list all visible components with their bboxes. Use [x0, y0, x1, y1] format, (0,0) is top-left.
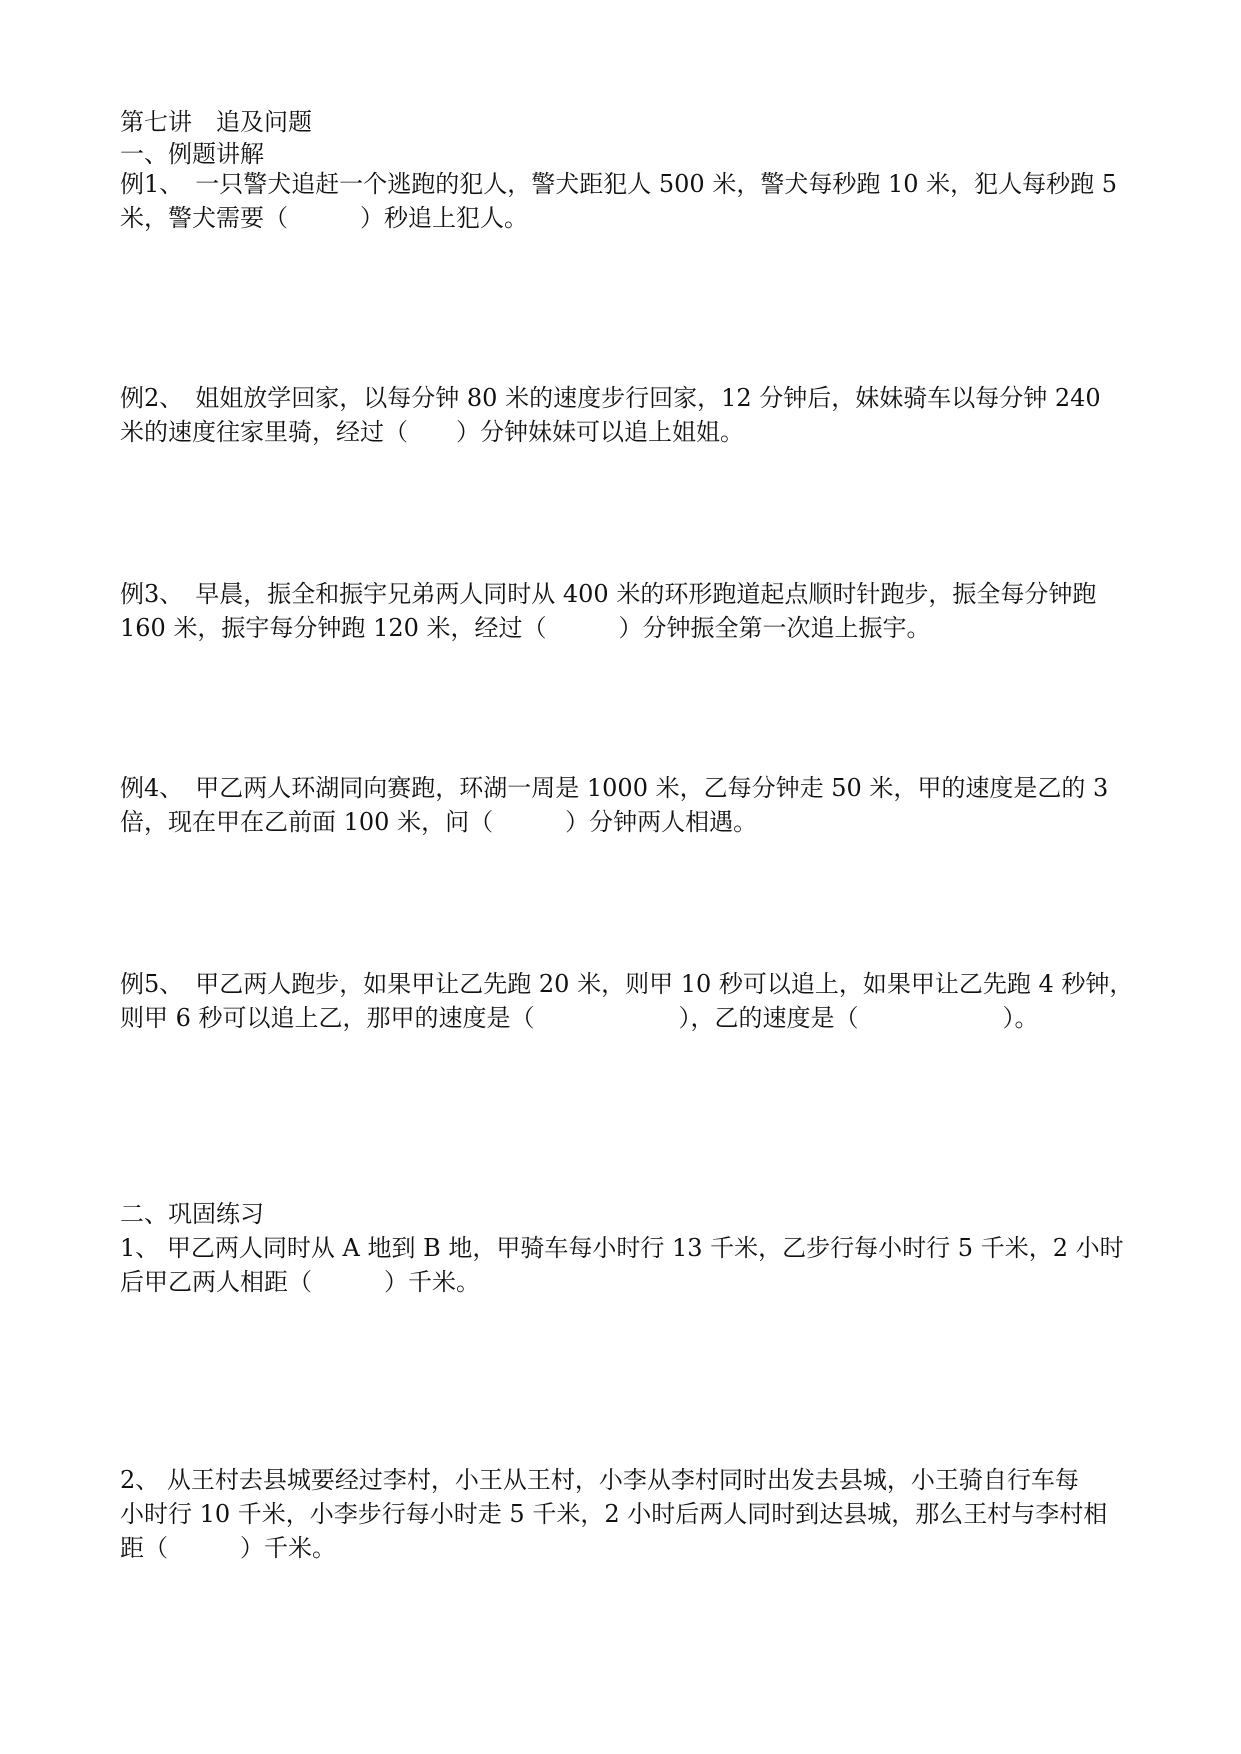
lecture-title: 第七讲 追及问题 — [120, 108, 312, 136]
example-2-line-2: 米的速度往家里骑，经过（ ）分钟妹妹可以追上姐姐。 — [120, 418, 744, 446]
example-4-line-1: 例4、 甲乙两人环湖同向赛跑，环湖一周是 1000 米，乙每分钟走 50 米，甲的速度是乙的 3 — [120, 774, 1109, 802]
example-5-line-1: 例5、 甲乙两人跑步，如果甲让乙先跑 20 米，则甲 10 秒可以追上，如果甲让乙先跑 4 秒钟， — [120, 970, 1134, 998]
example-1-line-1: 例1、 一只警犬追赶一个逃跑的犯人，警犬距犯人 500 米，警犬每秒跑 10 米，犯人每秒跑 5 — [120, 170, 1118, 198]
practice-1-line-1: 1、 甲乙两人同时从 A 地到 B 地，甲骑车每小时行 13 千米，乙步行每小时行 5 千米，2 小时 — [120, 1234, 1124, 1262]
practice-2-line-2: 小时行 10 千米，小李步行每小时走 5 千米，2 小时后两人同时到达县城，那么王村与李村相 — [120, 1500, 1108, 1528]
section-heading-examples: 一、例题讲解 — [120, 140, 264, 168]
example-4-line-2: 倍，现在甲在乙前面 100 米，问（ ）分钟两人相遇。 — [120, 808, 758, 836]
example-3-line-1: 例3、 早晨，振全和振宇兄弟两人同时从 400 米的环形跑道起点顺时针跑步，振全每分钟跑 — [120, 580, 1097, 608]
example-3-line-2: 160 米，振宇每分钟跑 120 米，经过（ ）分钟振全第一次追上振宇。 — [120, 614, 931, 642]
practice-2-line-3: 距（ ）千米。 — [120, 1534, 336, 1562]
section-heading-practice: 二、巩固练习 — [120, 1200, 264, 1228]
example-1-line-2: 米，警犬需要（ ）秒追上犯人。 — [120, 204, 528, 232]
practice-2-line-1: 2、 从王村去县城要经过李村，小王从王村，小李从李村同时出发去县城，小王骑自行车每 — [120, 1466, 1079, 1494]
practice-1-line-2: 后甲乙两人相距（ ）千米。 — [120, 1268, 480, 1296]
example-2-line-1: 例2、 姐姐放学回家，以每分钟 80 米的速度步行回家，12 分钟后，妹妹骑车以每分钟 240 — [120, 384, 1101, 412]
example-5-line-2: 则甲 6 秒可以追上乙，那甲的速度是（ ），乙的速度是（ ）。 — [120, 1004, 1039, 1032]
